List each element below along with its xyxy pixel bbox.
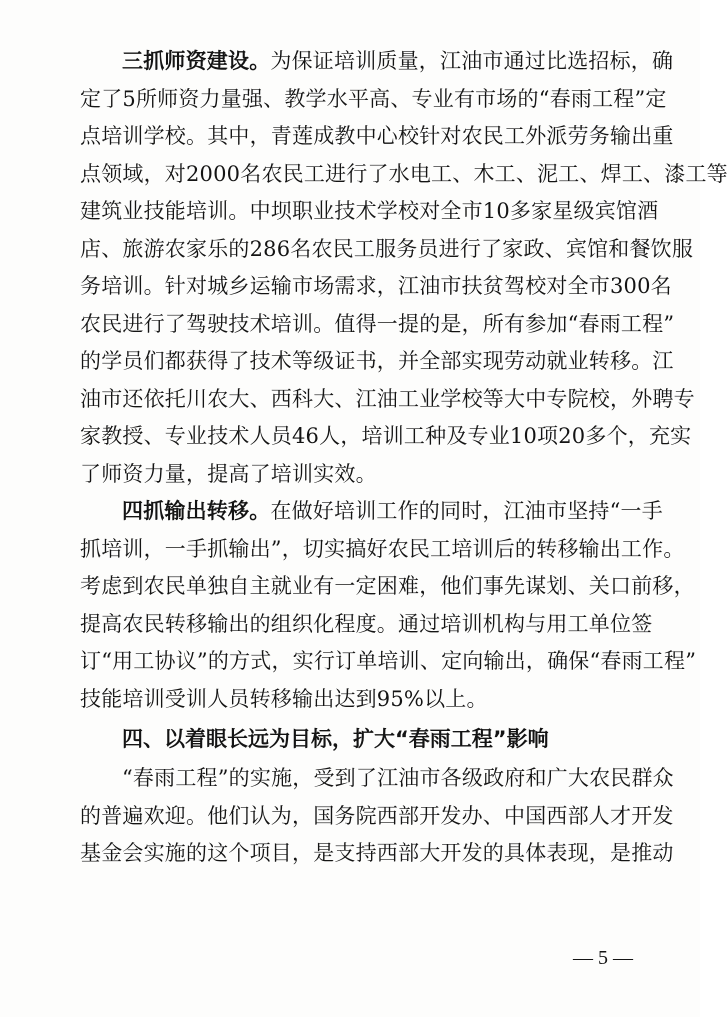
paragraph-line: 三抓师资建设。为保证培训质量，江油市通过比选招标，确 <box>122 49 674 73</box>
paragraph-lead-heading: 四抓输出转移。 <box>122 499 271 523</box>
body-text <box>80 43 728 873</box>
paragraph-line: 提高农民转移输出的组织化程度。通过培训机构与用工单位签 <box>80 611 653 636</box>
paragraph-line: 点培训学校。其中，青莲成教中心校针对农民工外派劳务输出重 <box>80 124 674 148</box>
paragraph-line: 的普遍欢迎。他们认为，国务院西部开发办、中国西部人才开发 <box>80 803 674 828</box>
paragraph-line: 定了5所师资力量强、教学水平高、专业有市场的“春雨工程”定 <box>80 86 667 111</box>
paragraph-line: 基金会实施的这个项目，是支持西部大开发的具体表现，是推动 <box>80 841 674 865</box>
paragraph-lead-heading: 三抓师资建设。 <box>122 49 271 73</box>
paragraph-line: 的学员们都获得了技术等级证书，并全部实现劳动就业转移。江 <box>80 349 674 373</box>
paragraph-line: 建筑业技能培训。中坝职业技术学校对全市10多家星级宾馆酒 <box>80 199 659 223</box>
paragraph-line: 农民进行了驾驶技术培训。值得一提的是，所有参加“春雨工程” <box>80 311 675 336</box>
paragraph-line: 务培训。针对城乡运输市场需求，江油市扶贫驾校对全市300名 <box>80 274 672 298</box>
paragraph-line: 油市还依托川农大、西科大、江油工业学校等大中专院校，外聘专 <box>80 386 695 411</box>
paragraph-line: 考虑到农民单独自主就业有一定困难，他们事先谋划、关口前移， <box>80 574 695 598</box>
paragraph-line: 四抓输出转移。在做好培训工作的同时，江油市坚持“一手 <box>122 499 663 523</box>
paragraph-line: 家教授、专业技术人员46人，培训工种及专业10项20多个，充实 <box>80 424 692 448</box>
paragraph-line: 店、旅游农家乐的286名农民工服务员进行了家政、宾馆和餐饮服 <box>80 236 694 261</box>
page-number: — 5 — <box>573 947 633 969</box>
paragraph-line: 技能培训受训人员转移输出达到95%以上。 <box>80 686 488 711</box>
paragraph-line: 点领域，对2000名农民工进行了水电工、木工、泥工、焊工、漆工等 <box>80 161 728 186</box>
paragraph-line: 抓培训，一手抓输出”，切实搞好农民工培训后的转移输出工作。 <box>80 536 685 561</box>
paragraph-line: 订“用工协议”的方式，实行订单培训、定向输出，确保“春雨工程” <box>80 649 697 673</box>
paragraph-line: 了师资力量，提高了培训实效。 <box>80 461 377 486</box>
paragraph-line: “春雨工程”的实施，受到了江油市各级政府和广大农民群众 <box>122 766 674 790</box>
section-heading: 四、以着眼长远为目标，扩大“春雨工程”影响 <box>122 727 549 751</box>
